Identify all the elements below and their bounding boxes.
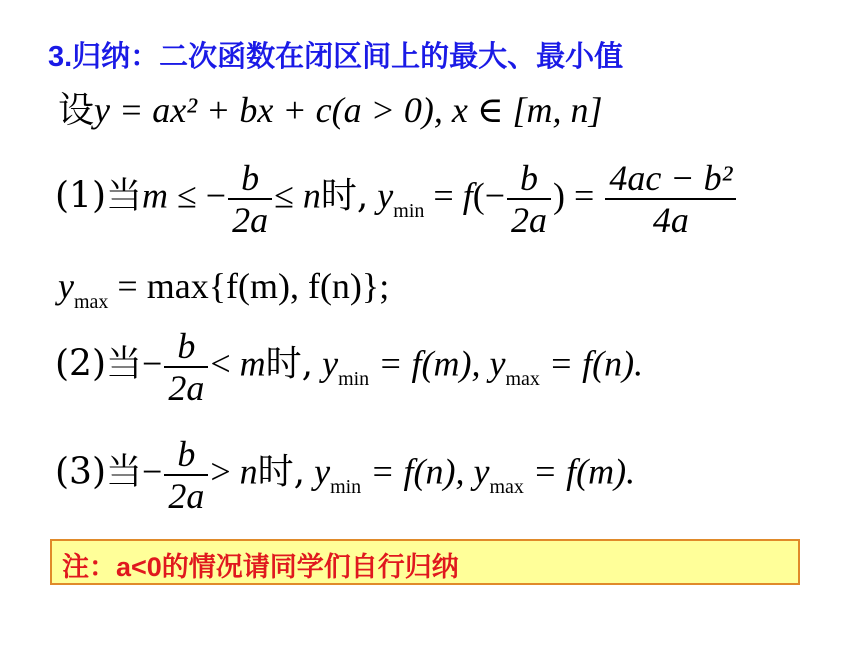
case2-cond-word: 时, [265,343,314,385]
slide-title: 3.归纳：二次函数在闭区间上的最大、最小值 [48,41,624,73]
case3-cond-word: 时, [257,451,306,493]
case1-max-line: $y_{max} = \max\{f(m)$, f(n)}; [58,266,390,313]
case3-label: (3)当 [55,451,142,493]
case1-cond-word: 时, [320,175,369,217]
setup-line [58,92,603,129]
case1-result-fraction: $\frac{\text{4ac − b²}}{4a}$ [605,160,736,238]
case1-arg-fraction: $\frac{b}{2a}$ [507,160,551,238]
case2-ymax-value: = f(n). [548,343,644,384]
case3-ymin-value: = f(n), [370,451,465,492]
case3-line: (3)当− $\frac{b}{2a}$ > n时, $y_{min} = f(n)$, $y_{max} = f(m)$. [55,434,636,516]
note-box: 注：a<0的情况请同学们自行归纳 [50,539,800,585]
case1-fraction: $\frac{b}{2a}$ [228,160,272,238]
setup-expression: y = ax² + bx + c(a > 0), x ∈ [m, n] [94,90,603,130]
case3-fraction: $\frac{b}{2a}$ [164,436,208,514]
case2-label: (2)当 [55,343,142,385]
setup-prefix: 设 [58,90,95,131]
case2-ymin-value: = f(m), [378,343,481,384]
case1-label: (1)当 [55,175,142,217]
case1-line: (1)当m ≤ − $\frac{b}{2a}$ ≤ n时, $y_{min} = f(-$ $\frac{b}{2a}$ ) = $\frac{\text{4ac − b²}}{4a}$ [55,160,738,238]
case2-line: (2)当− $\frac{b}{2a}$ < m时, $y_{min} = f(m)$, $y_{max} = f(n)$. [55,326,644,408]
case2-fraction: $\frac{b}{2a}$ [164,328,208,406]
case1-max-expression: = max{f(m), f(n)}; [117,266,390,306]
case3-ymax-value: = f(m). [532,451,636,492]
